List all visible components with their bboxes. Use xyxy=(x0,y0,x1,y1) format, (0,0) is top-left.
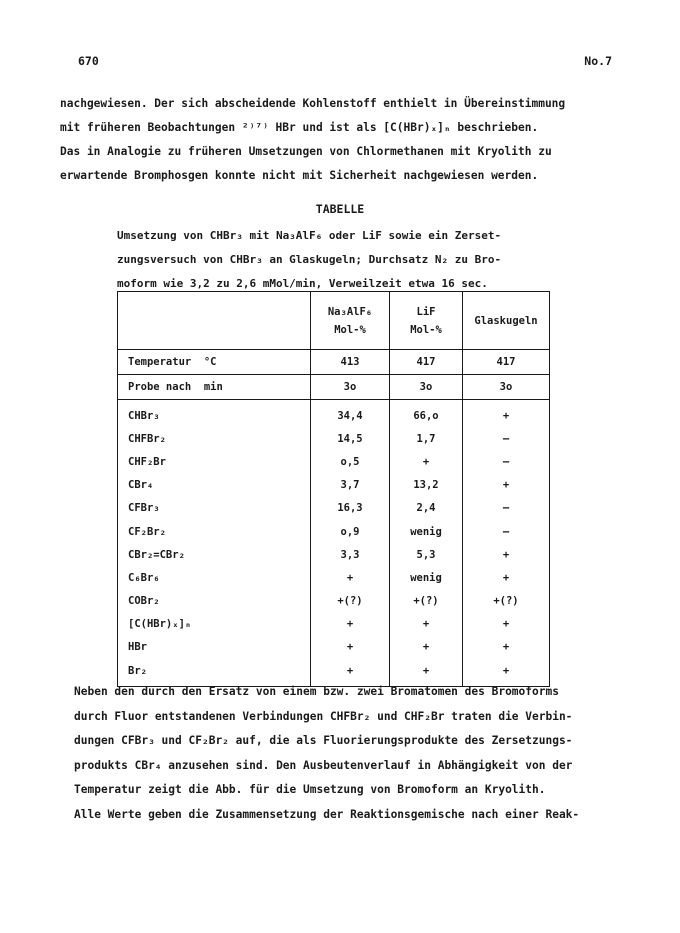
table-cell: + xyxy=(463,613,550,636)
table-cell: + xyxy=(311,659,390,687)
table-cell: + xyxy=(390,636,463,659)
table-row xyxy=(118,590,550,613)
table-cell: 3,7 xyxy=(311,474,390,497)
intro-line: nachgewiesen. Der sich abscheidende Kohlenstoff enthielt in Übereinstimmung xyxy=(60,97,566,110)
row-label: CF₂Br₂ xyxy=(118,520,311,543)
table-cell: + xyxy=(463,400,550,428)
table-cell: +(?) xyxy=(463,590,550,613)
row-label: CFBr₃ xyxy=(118,497,311,520)
table-cell: 417 xyxy=(390,350,463,375)
table-cell: 3,3 xyxy=(311,543,390,566)
row-label: CBr₄ xyxy=(118,474,311,497)
table-cell: + xyxy=(463,659,550,687)
caption-line: zungsversuch von CHBr₃ an Glaskugeln; Durchsatz N₂ zu Bro- xyxy=(117,253,502,266)
table-cell: 3o xyxy=(311,375,390,400)
row-label: CHBr₃ xyxy=(118,400,311,428)
body-line: produkts CBr₄ anzusehen sind. Den Ausbeutenverlauf in Abhängigkeit von der xyxy=(74,758,573,772)
row-label: CBr₂=CBr₂ xyxy=(118,543,311,566)
header-cell xyxy=(118,292,311,350)
header-cell-glaskugeln: Glaskugeln xyxy=(463,292,550,350)
table-cell: – xyxy=(463,427,550,450)
table-cell: + xyxy=(463,474,550,497)
table-cell: – xyxy=(463,520,550,543)
table-cell: +(?) xyxy=(311,590,390,613)
caption-line: Umsetzung von CHBr₃ mit Na₃AlF₆ oder LiF sowie ein Zerset- xyxy=(117,229,502,242)
table-cell: + xyxy=(311,636,390,659)
table-row xyxy=(118,566,550,589)
body-line: Neben den durch den Ersatz von einem bzw. zwei Bromatomen des Bromoforms xyxy=(74,685,559,698)
table-cell: – xyxy=(463,497,550,520)
table-row xyxy=(118,613,550,636)
body-line: dungen CFBr₃ und CF₂Br₂ auf, die als Fluorierungsprodukte des Zersetzungs- xyxy=(74,734,573,747)
table-cell: 3o xyxy=(390,375,463,400)
table-cell: 13,2 xyxy=(390,474,463,497)
row-label: HBr xyxy=(118,636,311,659)
row-label: COBr₂ xyxy=(118,590,311,613)
table-cell: 14,5 xyxy=(311,427,390,450)
body-line: Alle Werte geben die Zusammensetzung der Reaktionsgemische nach einer Reak- xyxy=(74,807,580,821)
intro-line: Das in Analogie zu früheren Umsetzungen von Chlormethanen mit Kryolith zu xyxy=(60,145,552,158)
header-cell-lif: LiF Mol-% xyxy=(390,292,463,350)
table-row xyxy=(118,400,550,428)
caption-line: moform wie 3,2 zu 2,6 mMol/min, Verweilzeit etwa 16 sec. xyxy=(117,277,488,290)
table-caption xyxy=(117,224,557,296)
table-cell: + xyxy=(463,543,550,566)
table-cell: 34,4 xyxy=(311,400,390,428)
table-cell: + xyxy=(390,450,463,473)
intro-line: mit früheren Beobachtungen ²⁾⁷⁾ HBr und ist als [C(HBr)ₓ]ₙ beschrieben. xyxy=(60,121,539,134)
table-cell: wenig xyxy=(390,566,463,589)
table-cell: wenig xyxy=(390,520,463,543)
intro-line: erwartende Bromphosgen konnte nicht mit Sicherheit nachgewiesen werden. xyxy=(60,169,539,182)
row-label: CHF₂Br xyxy=(118,450,311,473)
intro-paragraph xyxy=(60,92,620,188)
body-paragraph xyxy=(74,680,634,827)
table-cell: 5,3 xyxy=(390,543,463,566)
row-label: CHFBr₂ xyxy=(118,427,311,450)
table-header-row xyxy=(118,292,550,350)
table-cell: + xyxy=(390,613,463,636)
table-cell: o,9 xyxy=(311,520,390,543)
table-row xyxy=(118,375,550,400)
table-row xyxy=(118,350,550,375)
page-number: 670 xyxy=(78,54,99,68)
table-cell: – xyxy=(463,450,550,473)
row-label: Br₂ xyxy=(118,659,311,687)
row-label: Probe nach min xyxy=(118,375,311,400)
table-cell: + xyxy=(390,659,463,687)
body-line: durch Fluor entstandenen Verbindungen CHFBr₂ und CHF₂Br traten die Verbin- xyxy=(74,709,573,723)
row-label: Temperatur °C xyxy=(118,350,311,375)
table-cell: 66,o xyxy=(390,400,463,428)
table-cell: 1,7 xyxy=(390,427,463,450)
table-cell: 413 xyxy=(311,350,390,375)
table-cell: 16,3 xyxy=(311,497,390,520)
header-cell-na3alf6: Na₃AlF₆ Mol-% xyxy=(311,292,390,350)
table-cell: + xyxy=(463,636,550,659)
table-cell: 3o xyxy=(463,375,550,400)
table-cell: 417 xyxy=(463,350,550,375)
row-label: [C(HBr)ₓ]ₙ xyxy=(118,613,311,636)
results-table xyxy=(117,291,550,687)
row-label: C₆Br₆ xyxy=(118,566,311,589)
table-cell: 2,4 xyxy=(390,497,463,520)
table-cell: + xyxy=(311,613,390,636)
issue-number: No.7 xyxy=(584,54,612,68)
table-cell: + xyxy=(311,566,390,589)
table-row xyxy=(118,636,550,659)
table-cell: + xyxy=(463,566,550,589)
table-row xyxy=(118,474,550,497)
table-title: TABELLE xyxy=(315,202,365,216)
table-cell: o,5 xyxy=(311,450,390,473)
table-row xyxy=(118,520,550,543)
body-line: Temperatur zeigt die Abb. für die Umsetzung von Bromoform an Kryolith. xyxy=(74,783,546,796)
table-row xyxy=(118,427,550,450)
table-row xyxy=(118,543,550,566)
table-row xyxy=(118,497,550,520)
table-row xyxy=(118,450,550,473)
table-cell: +(?) xyxy=(390,590,463,613)
